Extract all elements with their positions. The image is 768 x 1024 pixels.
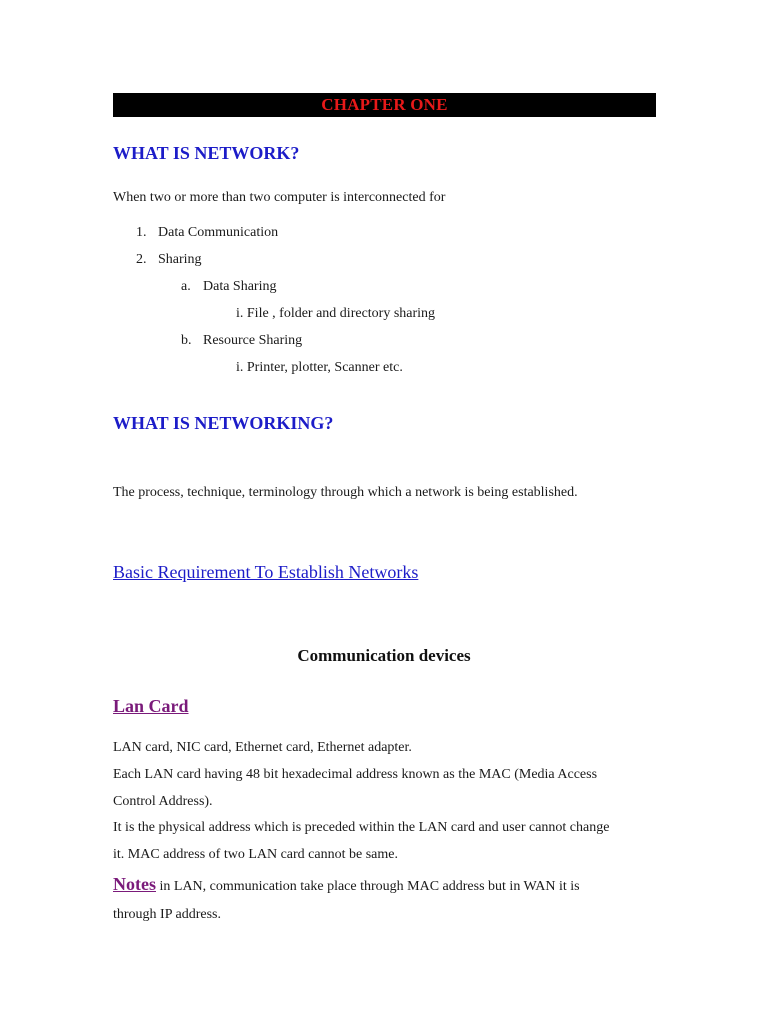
chapter-title: CHAPTER ONE — [321, 95, 448, 114]
list-item-sharing: Sharing — [158, 252, 202, 267]
list-marker-a: a. — [181, 279, 191, 294]
list-item-printer-sharing: i. Printer, plotter, Scanner etc. — [236, 360, 403, 375]
lan-card-line-4: It is the physical address which is preceded within the LAN card and user cannot change — [113, 820, 610, 835]
list-item-resource-sharing: Resource Sharing — [203, 333, 303, 348]
notes-label: Notes — [113, 874, 156, 894]
list-item-file-sharing: i. File , folder and directory sharing — [236, 306, 436, 321]
lan-card-line-5: it. MAC address of two LAN card cannot be same. — [113, 847, 398, 862]
list-item-data-sharing: Data Sharing — [203, 279, 277, 294]
section-heading-networking: WHAT IS NETWORKING? — [113, 413, 334, 433]
lan-card-line-3: Control Address). — [113, 794, 213, 809]
lan-card-line-2: Each LAN card having 48 bit hexadecimal address known as the MAC (Media Access — [113, 767, 598, 782]
chapter-title-bar — [113, 93, 656, 117]
notes-text-line-1: in LAN, communication take place through MAC address but in WAN it is — [156, 879, 580, 894]
lan-card-heading: Lan Card — [113, 696, 189, 716]
notes-text-line-2: through IP address. — [113, 907, 221, 922]
list-marker-1: 1. — [136, 225, 147, 240]
networking-definition-text: The process, technique, terminology through which a network is being established. — [113, 485, 578, 500]
basic-requirement-link[interactable]: Basic Requirement To Establish Networks — [113, 562, 419, 582]
communication-devices-heading: Communication devices — [297, 646, 471, 665]
section-heading-network: WHAT IS NETWORK? — [113, 143, 300, 163]
list-marker-2: 2. — [136, 252, 147, 267]
list-marker-b: b. — [181, 333, 192, 348]
network-intro-text: When two or more than two computer is interconnected for — [113, 190, 446, 205]
notes-paragraph — [113, 874, 580, 895]
lan-card-line-1: LAN card, NIC card, Ethernet card, Ethernet adapter. — [113, 740, 412, 755]
list-item-data-communication: Data Communication — [158, 225, 279, 240]
